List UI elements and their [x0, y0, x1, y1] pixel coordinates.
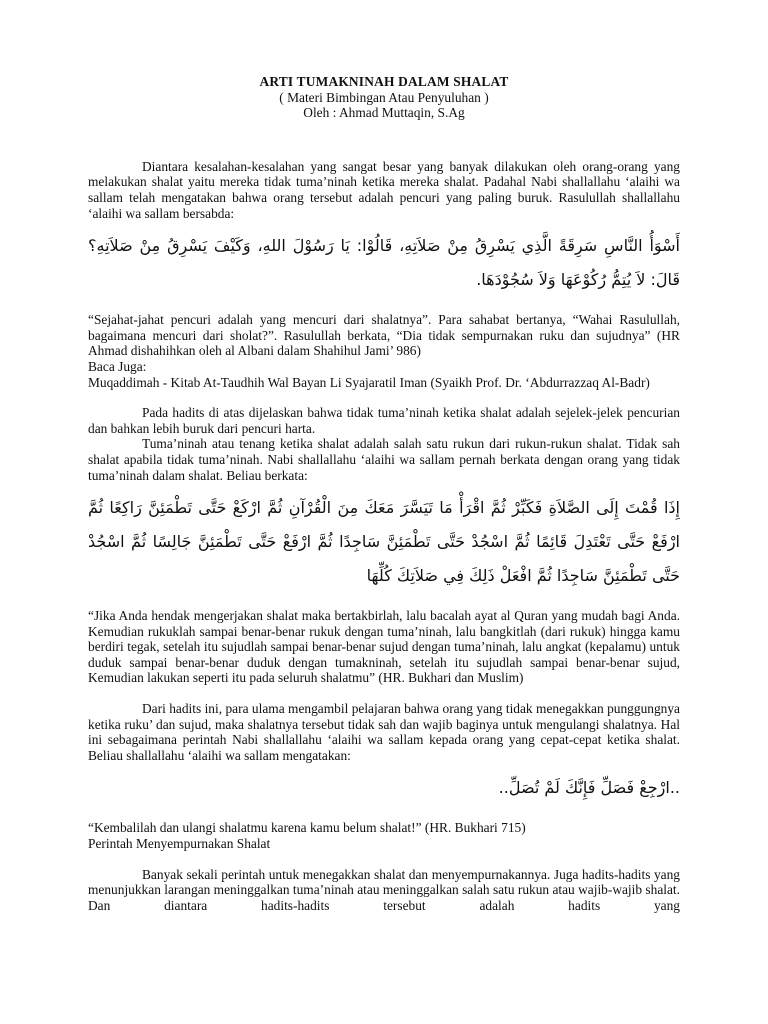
- document-subtitle: ( Materi Bimbingan Atau Penyuluhan ): [279, 89, 489, 105]
- document-header: [88, 74, 680, 121]
- related-article-link[interactable]: Muqaddimah - Kitab At-Taudhih Wal Bayan Li Syajaratil Iman (Syaikh Prof. Dr. ‘Abdurrazzaq Al-Badr): [88, 374, 650, 390]
- arabic-hadith-1: أَسْوَأُ النَّاسِ سَرِقَةً الَّذِي يَسْرِقُ مِنْ صَلاَتِهِ، قَالُوْا: يَا رَسُوْلَ اللهِ، وَكَيْفَ يَسْرِقُ مِنْ صَلاَتِهِ؟ قَالَ: لاَ يُتِمُّ رُكُوْعَهَا وَلاَ سُجُوْدَهَا.: [88, 236, 680, 290]
- paragraph-translation-1: “Sejahat-jahat pencuri adalah yang mencuri dari shalatnya”. Para sahabat bertanya, “Wahai Rasulullah, bagaimana mencuri dari sholat?”. Rasulullah berkata, “Dia tidak sempurnakan ruku dan sujudnya” (HR Ahmad dishahihkan oleh al Albani dalam Shahihul Jami’ 986): [88, 312, 680, 359]
- baca-juga-label: Baca Juga:: [88, 358, 147, 374]
- document-title: ARTI TUMAKNINAH DALAM SHALAT: [259, 74, 509, 89]
- paragraph-perintah: Banyak sekali perintah untuk menegakkan shalat dan menyempurnakannya. Juga hadits-hadits yang menunjukkan larangan meninggalkan tuma’ninah atau meninggalkan salah satu rukun atau wajib-wajib shalat. Dan diantara hadits-hadits tersebut adalah hadits yang: [88, 866, 680, 913]
- paragraph-explanation-2: Dari hadits ini, para ulama mengambil pelajaran bahwa orang yang tidak menegakkan punggungnya ketika ruku’ dan sujud, maka shalatnya tersebut tidak sah dan wajib baginya untuk mengulangi shalatnya. Hal ini sebagaimana perintah Nabi shallallahu ‘alaihi wa sallam kepada orang yang cepat-cepat ketika shalat. Beliau shallallahu ‘alaihi wa sallam mengatakan:: [88, 701, 680, 763]
- paragraph-translation-3: “Kembalilah dan ulangi shalatmu karena kamu belum shalat!” (HR. Bukhari 715): [88, 820, 526, 836]
- paragraph-translation-2: “Jika Anda hendak mengerjakan shalat maka bertakbirlah, lalu bacalah ayat al Quran yang mudah bagi Anda. Kemudian rukuklah sampai benar-benar rukuk dengan tuma’ninah, lalu bangkitlah (dari rukuk) hingga kamu berdiri tegak, setelah itu sujudlah sampai benar-benar sujud dengan tuma’ninah, lalu angkat (kepalamu) untuk duduk sampai benar-benar duduk dengan tumakninah, setelah itu sujudlah sampai benar-benar sujud, Kemudian lakukan seperti itu pada seluruh shalatmu” (HR. Bukhari dan Muslim): [88, 608, 680, 686]
- paragraph-explanation-1: Pada hadits di atas dijelaskan bahwa tidak tuma’ninah ketika shalat adalah sejelek-jelek pencurian dan bahkan lebih buruk dari pencuri harta.: [88, 405, 680, 436]
- arabic-hadith-2: إِذَا قُمْتَ إِلَى الصَّلاَةِ فَكَبِّرْ ثُمَّ اقْرَأْ مَا تَيَسَّرَ مَعَكَ مِنَ الْقُرْآنِ ثُمَّ ارْكَعْ حَتَّى تَطْمَئِنَّ رَاكِعًا ثُمَّ ارْفَعْ حَتَّى تَعْتَدِلَ قَائِمًا ثُمَّ اسْجُدْ حَتَّى تَطْمَئِنَّ سَاجِدًا ثُمَّ ارْفَعْ حَتَّى تَطْمَئِنَّ جَالِسًا ثُمَّ اسْجُدْ حَتَّى تَطْمَئِنَّ سَاجِدًا ثُمَّ افْعَلْ ذَلِكَ فِي صَلاَتِكَ كُلِّهَا: [88, 498, 680, 586]
- arabic-hadith-3: ..ارْجِعْ فَصَلِّ فَإِنَّكَ لَمْ تُصَلِّ..: [498, 778, 680, 798]
- paragraph-tumaninah: Tuma’ninah atau tenang ketika shalat adalah salah satu rukun dari rukun-rukun shalat. Tidak sah shalat apabila tidak tuma’ninah. Nabi shallallahu ‘alaihi wa sallam pernah berkata dengan orang yang tidak tuma’ninah dalam shalat. Beliau berkata:: [88, 436, 680, 483]
- document-page: [88, 74, 680, 913]
- document-author: Oleh : Ahmad Muttaqin, S.Ag: [303, 105, 465, 121]
- paragraph-intro: Diantara kesalahan-kesalahan yang sangat besar yang banyak dilakukan oleh orang-orang yang melakukan shalat yaitu mereka tidak tuma’ninah ketika mereka shalat. Padahal Nabi shallallahu ‘alaihi wa sallam telah mengatakan bahwa orang tersebut adalah pencuri yang paling buruk. Rasulullah shallallahu ‘alaihi wa sallam bersabda:: [88, 158, 680, 221]
- section-heading: Perintah Menyempurnakan Shalat: [88, 836, 271, 852]
